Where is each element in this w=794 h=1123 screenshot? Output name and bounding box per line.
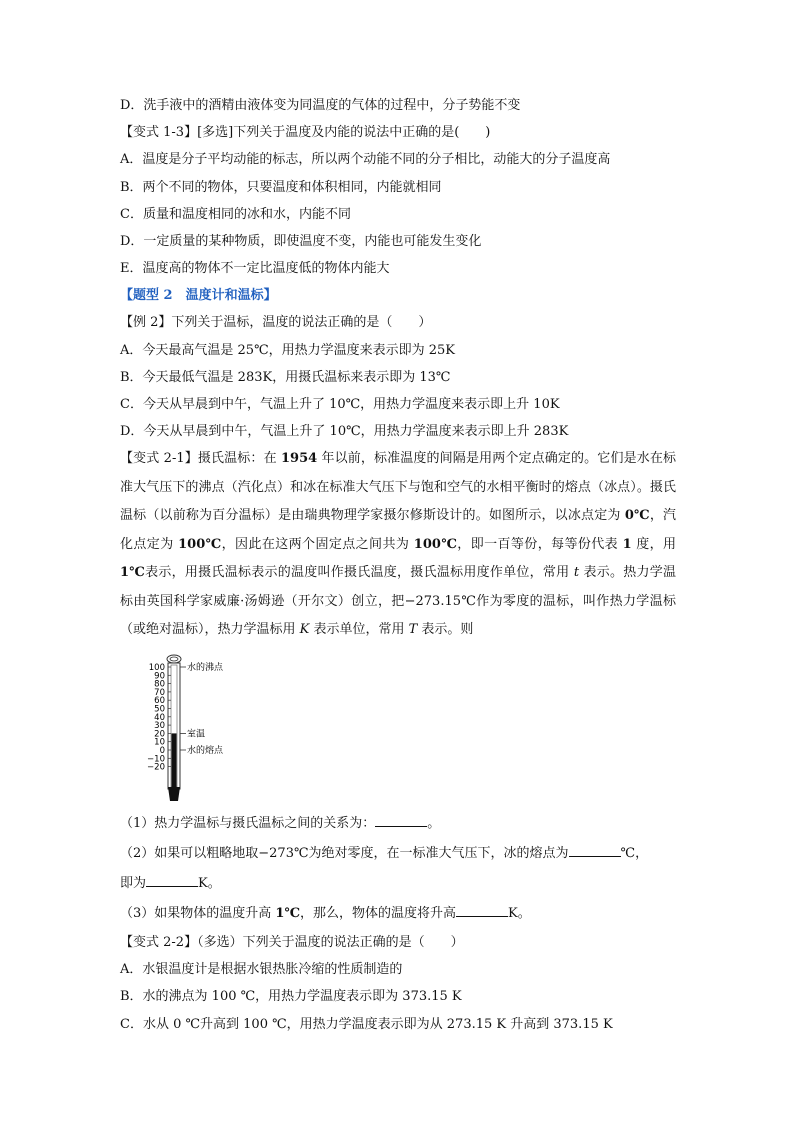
sub-question-3: （3）如果物体的温度升高 1℃，那么，物体的温度将升高 K。 [120,905,531,921]
option-line: A．水银温度计是根据水银热胀冷缩的性质制造的 [120,962,403,978]
option-line: A．温度是分子平均动能的标志，所以两个动能不同的分子相比，动能大的分子温度高 [120,152,611,168]
section-heading: 【题型 2 温度计和温标】 [120,288,277,304]
scale-label: 90 [154,671,165,682]
thermometer-liquid [172,733,177,789]
thermometer-scale-labels [147,663,165,773]
option-line: B．两个不同的物体，只要温度和体积相同，内能就相同 [120,179,442,195]
option-line: C．水从 0 ℃升高到 100 ℃，用热力学温度表示即为从 273.15 K 升高到 373.15 K [120,1016,613,1032]
boiling-point-label: 水的沸点 [187,662,224,673]
scale-label: 60 [154,696,165,707]
melting-point-label: 水的熔点 [187,745,224,756]
question-stem: 【变式 1-3】[多选]下列关于温度及内能的说法中正确的是( ) [120,125,491,141]
sub-question-2-cont: 即为 K。 [120,875,221,891]
option-line: E．温度高的物体不一定比温度低的物体内能大 [120,261,390,277]
scale-label: 10 [154,737,165,748]
scale-label: 80 [154,679,165,690]
option-line: A．今天最高气温是 25℃，用热力学温度来表示即为 25K [120,342,455,358]
option-line: B．水的沸点为 100 ℃，用热力学温度表示即为 373.15 K [120,989,462,1005]
scale-label: 30 [154,721,165,732]
option-line: B．今天最低气温是 283K，用摄氏温标来表示即为 13℃ [120,369,451,385]
option-line: D．一定质量的某种物质，即使温度不变，内能也可能发生变化 [120,234,482,250]
thermometer-diagram [120,649,280,809]
option-line: C．质量和温度相同的冰和水，内能不同 [120,206,351,222]
sub-question-1: （1）热力学温标与摄氏温标之间的关系为： 。 [120,815,441,831]
question-stem: 【变式 2-2】（多选）下列关于温度的说法正确的是（ ） [120,934,464,950]
scale-label: 20 [154,729,165,740]
thermometer-bulb [168,787,180,801]
scale-label: −10 [147,754,165,765]
thermometer-top-ring [167,655,181,663]
scale-label: 0 [159,745,165,756]
thermometer-top-inner [170,657,178,661]
room-temp-label: 室温 [187,729,206,740]
question-stem: 【例 2】下列关于温标，温度的说法正确的是（ ） [120,315,432,331]
document-page [120,92,676,1038]
scale-label: 50 [154,704,165,715]
scale-label: 100 [148,662,165,673]
sub-question-2: （2）如果可以粗略地取−273℃为绝对零度，在一标准大气压下，冰的熔点为 ℃， [120,845,649,861]
question-label: 【变式 2-1】 [120,451,198,467]
option-line: D．洗手液中的酒精由液体变为同温度的气体的过程中，分子势能不变 [120,98,521,113]
answer-blank[interactable] [375,814,427,827]
answer-blank[interactable] [146,874,198,887]
scale-label: 40 [154,712,165,723]
answer-blank[interactable] [569,844,621,857]
scale-label: −20 [147,762,165,773]
option-line: C．今天从早晨到中午，气温上升了 10℃，用热力学温度来表示即上升 10K [120,397,560,413]
option-line: D．今天从早晨到中午，气温上升了 10℃，用热力学温度来表示即上升 283K [120,424,569,440]
answer-blank[interactable] [456,904,508,917]
question-paragraph: 【变式 2-1】摄氏温标：在 1954 年以前，标准温度的间隔是用两个定点确定的。它们是水在标准大气压下的沸点（汽化点）和冰在标准大气压下与饱和空气的水相平衡时的熔点（冰点）。摄氏温标（以前称为百分温标）是由瑞典物理学家摄尔修斯设计的。如图所示，以冰点定为 0℃，汽化点定为 100℃，因此在这两个固定点之间共为 100℃，即一百等份，每等份代表 1 度，用 1℃表示，用摄氏温标表示的温度叫作摄氏温度，摄氏温标用度作单位，常用 t 表示。热力学温标由英国科学家威廉·汤姆逊（开尔文）创立，把−273.15℃作为零度的温标，叫作热力学温标（或绝对温标），热力学温标用 K 表示单位，常用 T 表示。则 [120,451,677,638]
thermometer-figure [120,649,676,809]
scale-label: 70 [154,687,165,698]
